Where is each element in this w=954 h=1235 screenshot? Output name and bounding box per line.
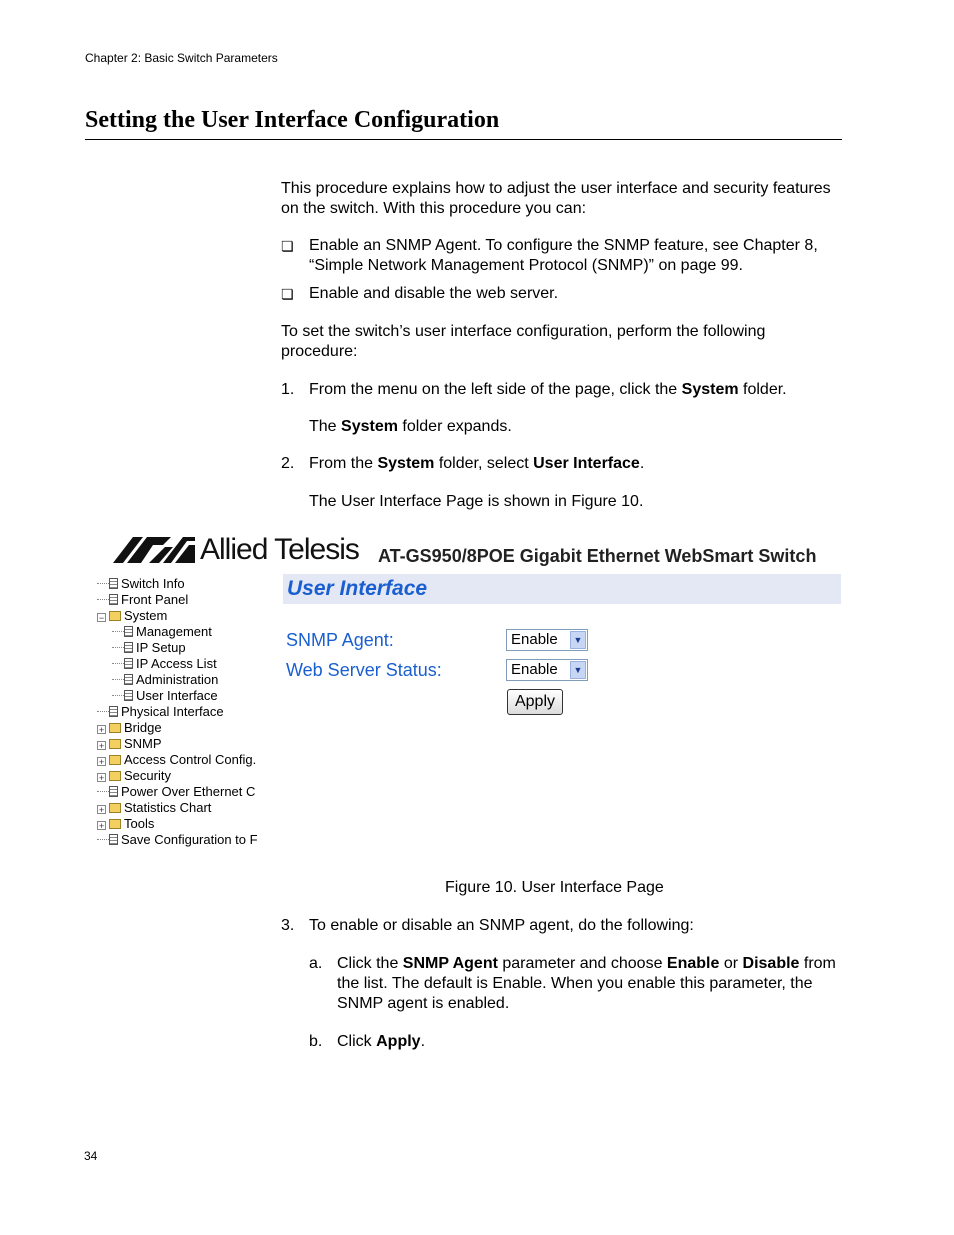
step-3: To enable or disable an SNMP agent, do the following: (309, 917, 694, 934)
intro-paragraph: This procedure explains how to adjust the user interface and security features on the switch. With this procedure you can: (281, 180, 831, 217)
folder-icon (109, 739, 121, 749)
web-server-status-label: Web Server Status: (286, 660, 442, 680)
expand-icon[interactable]: + (98, 741, 105, 751)
tree-item-management[interactable]: Management (97, 624, 258, 640)
expand-icon[interactable]: + (98, 821, 105, 831)
page-number: 34 (84, 1149, 98, 1163)
procedure-lead: To set the switch’s user interface configuration, perform the following procedure: (281, 323, 766, 360)
tree-item-security[interactable]: + Security (98, 768, 171, 783)
step-number: 1. (281, 381, 295, 398)
running-header: Chapter 2: Basic Switch Parameters (85, 51, 278, 65)
tree-item-ip-access-list[interactable]: IP Access List (97, 656, 258, 672)
chevron-down-icon: ▼ (570, 661, 586, 679)
folder-icon (109, 819, 121, 829)
collapse-icon[interactable]: − (98, 613, 105, 623)
substep-letter: b. (309, 1033, 323, 1050)
tree-item-snmp[interactable]: + SNMP (98, 736, 162, 751)
folder-icon (109, 723, 121, 733)
tree-item-administration[interactable]: Administration (97, 672, 258, 688)
expand-icon[interactable]: + (98, 773, 105, 783)
substep-b: Click Apply. (337, 1033, 426, 1050)
folder-open-icon (109, 611, 121, 621)
substep-a: Click the SNMP Agent parameter and choose Enable or Disable from the list. The default is Enable. When you enable this parameter, the SNMP agent is enabled. (337, 955, 836, 1012)
checkbox-bullet-icon: ❏ (281, 238, 294, 254)
page-icon (124, 626, 133, 637)
tree-item-poe[interactable]: Power Over Ethernet C (97, 784, 258, 800)
page-icon (124, 642, 133, 653)
chevron-down-icon: ▼ (570, 631, 586, 649)
ui-page-title: User Interface (287, 577, 428, 600)
tree-item-front-panel[interactable]: Front Panel (97, 592, 258, 608)
page-icon (124, 674, 133, 685)
figure-caption: Figure 10. User Interface Page (445, 879, 664, 896)
step-1: From the menu on the left side of the page, click the System folder. (309, 381, 787, 398)
snmp-agent-select[interactable]: Enable ▼ (506, 629, 588, 651)
title-rule (85, 139, 842, 140)
page-icon (109, 786, 118, 797)
page-icon (124, 690, 133, 701)
tree-item-physical-interface[interactable]: Physical Interface (97, 704, 258, 720)
page-icon (109, 834, 118, 845)
bullet-item: Enable and disable the web server. (309, 285, 559, 302)
brand-name: Allied Telesis (200, 533, 359, 566)
allied-telesis-logo-icon (113, 537, 195, 563)
snmp-agent-label: SNMP Agent: (286, 630, 394, 650)
step-2: From the System folder, select User Interface. (309, 455, 645, 472)
tree-item-bridge[interactable]: + Bridge (98, 720, 162, 735)
navigation-tree (97, 576, 258, 848)
tree-item-save-configuration[interactable]: Save Configuration to F (97, 832, 258, 848)
tree-item-switch-info[interactable]: Switch Info (97, 576, 258, 592)
section-title: Setting the User Interface Configuration (85, 107, 500, 133)
substep-letter: a. (309, 955, 323, 972)
expand-icon[interactable]: + (98, 805, 105, 815)
page-icon (109, 706, 118, 717)
apply-button[interactable]: Apply (507, 689, 563, 715)
folder-icon (109, 771, 121, 781)
page-icon (124, 658, 133, 669)
expand-icon[interactable]: + (98, 757, 105, 767)
web-server-status-select[interactable]: Enable ▼ (506, 659, 588, 681)
tree-item-tools[interactable]: + Tools (98, 816, 155, 831)
folder-icon (109, 803, 121, 813)
product-title: AT-GS950/8POE Gigabit Ethernet WebSmart Switch (378, 546, 817, 566)
tree-item-user-interface[interactable]: User Interface (97, 688, 258, 704)
bullet-item: Enable an SNMP Agent. To configure the SNMP feature, see Chapter 8, “Simple Network Management Protocol (SNMP)” on page 99. (309, 237, 818, 274)
tree-item-system[interactable]: − System (98, 608, 168, 623)
checkbox-bullet-icon: ❏ (281, 286, 294, 302)
step-number: 3. (281, 917, 295, 934)
expand-icon[interactable]: + (98, 725, 105, 735)
step-2-note: The User Interface Page is shown in Figure 10. (309, 493, 644, 510)
step-number: 2. (281, 455, 295, 472)
tree-item-statistics-chart[interactable]: + Statistics Chart (98, 800, 212, 815)
page-icon (109, 594, 118, 605)
folder-icon (109, 755, 121, 765)
page-icon (109, 578, 118, 589)
tree-item-access-control[interactable]: + Access Control Config. (98, 752, 257, 767)
step-1-note: The System folder expands. (309, 418, 512, 435)
tree-item-ip-setup[interactable]: IP Setup (97, 640, 258, 656)
